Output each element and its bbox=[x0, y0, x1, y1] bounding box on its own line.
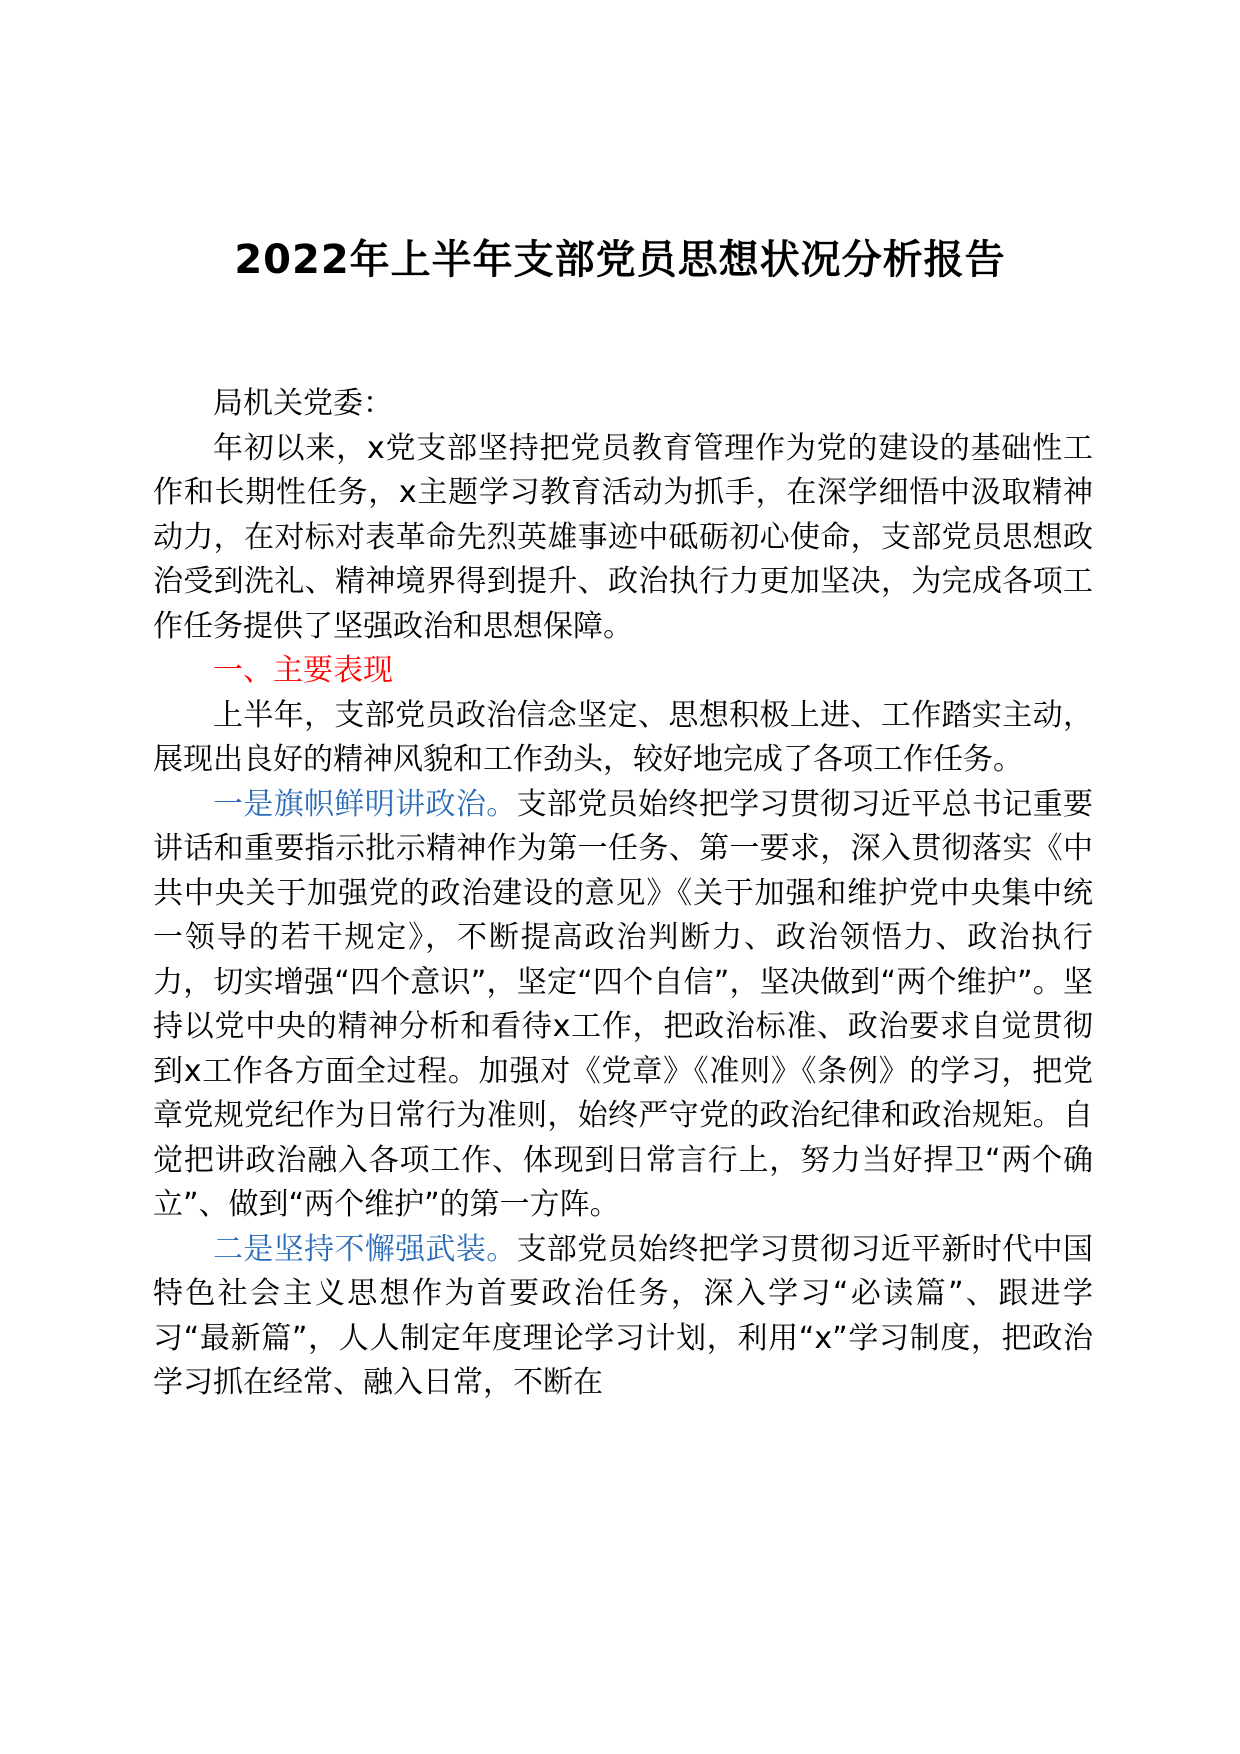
document-body bbox=[153, 382, 1093, 1406]
section-summary-paragraph: 上半年，支部党员政治信念坚定、思想积极上进、工作踏实主动，展现出良好的精神风貌和工作劲头，较好地完成了各项工作任务。 bbox=[153, 697, 1093, 777]
point-two-paragraph bbox=[153, 1228, 1093, 1406]
point-one-text: 支部党员始终把学习贯彻习近平总书记重要讲话和重要指示批示精神作为第一任务、第一要求，深入贯彻落实《中共中央关于加强党的政治建设的意见》《关于加强和维护党中央集中统一领导的若干规定》，不断提高政治判断力、政治领悟力、政治执行力，切实增强“四个意识”，坚定“四个自信”，坚决做到“两个维护”。坚持以党中央的精神分析和看待x工作，把政治标准、政治要求自觉贯彻到x工作各方面全过程。加强对《党章》《准则》《条例》的学习，把党章党规党纪作为日常行为准则，始终严守党的政治纪律和政治规矩。自觉把讲政治融入各项工作、体现到日常言行上，努力当好捍卫“两个确立”、做到“两个维护”的第一方阵。 bbox=[153, 786, 1094, 1222]
point-two-text: 支部党员始终把学习贯彻习近平新时代中国特色社会主义思想作为首要政治任务，深入学习“必读篇”、跟进学习“最新篇”，人人制定年度理论学习计划，利用“x”学习制度，把政治学习抓在经常、融入日常，不断在 bbox=[153, 1231, 1094, 1400]
intro-paragraph: 年初以来，x党支部坚持把党员教育管理作为党的建设的基础性工作和长期性任务，x主题学习教育活动为抓手，在深学细悟中汲取精神动力，在对标对表革命先烈英雄事迹中砥砺初心使命，支部党员思想政治受到洗礼、精神境界得到提升、政治执行力更加坚决，为完成各项工作任务提供了坚强政治和思想保障。 bbox=[153, 430, 1093, 644]
point-two-heading: 二是坚持不懈强武装。 bbox=[213, 1231, 517, 1267]
point-one-heading: 一是旗帜鲜明讲政治。 bbox=[213, 786, 517, 822]
point-one-paragraph bbox=[153, 783, 1093, 1228]
salutation: 局机关党委： bbox=[213, 386, 393, 421]
document-title: 2022年上半年支部党员思想状况分析报告 bbox=[234, 237, 1006, 283]
section-heading-main-performance: 一、主要表现 bbox=[213, 653, 393, 688]
